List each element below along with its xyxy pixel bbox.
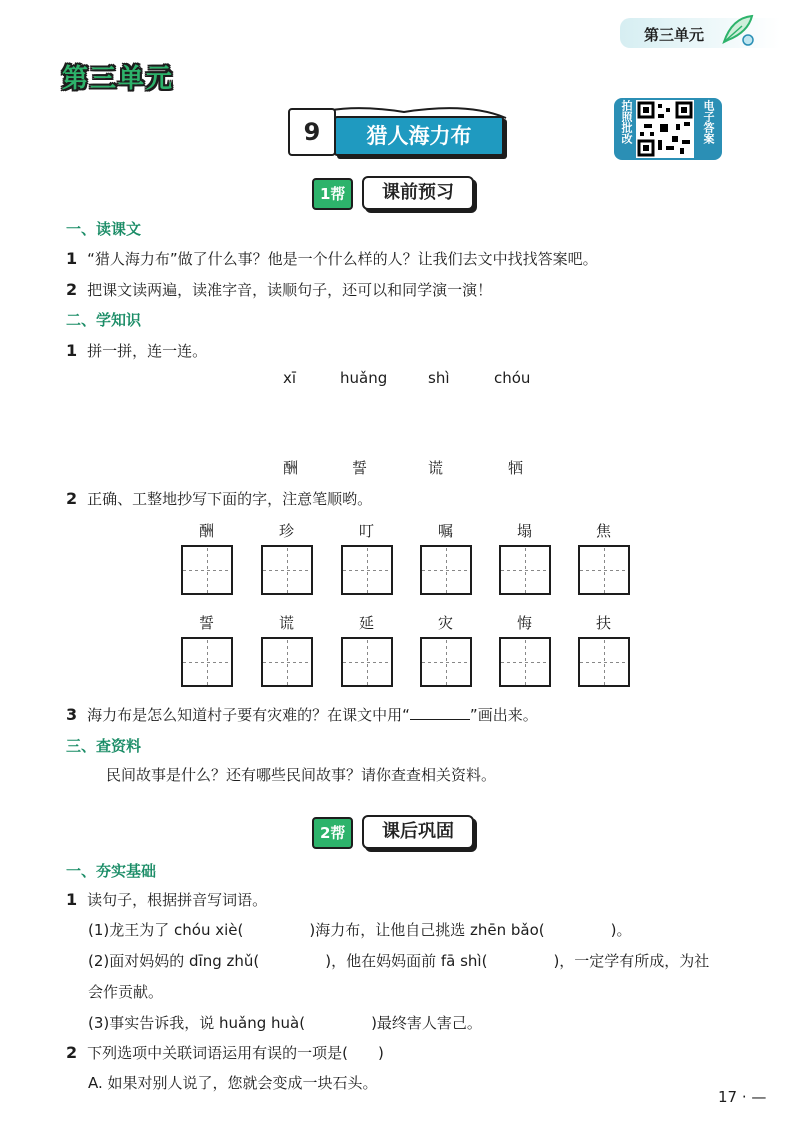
section-heading-learn: 二、学知识 [66, 311, 142, 329]
copy-char: 塌 [517, 522, 533, 540]
qr-right-text: 电子答案 [702, 100, 715, 144]
writing-grid-cell[interactable] [341, 637, 393, 687]
question-underline: 3 海力布是怎么知道村子要有灾难的？在课文中用“ ”画出来。 [66, 705, 538, 724]
sentence-2: (2)面对妈妈的 dīng zhǔ( )，他在妈妈面前 fā shì( )，一定学有所成，为社 [88, 952, 710, 970]
research-prompt: 民间故事是什么？还有哪些民间故事？请你查查相关资料。 [106, 766, 497, 784]
question-pinyin-match: 1 拼一拼，连一连。 [66, 341, 208, 360]
copy-char: 灾 [438, 614, 454, 632]
writing-grid-cell[interactable] [420, 545, 472, 595]
copy-char: 嘱 [438, 522, 454, 540]
qr-code-icon[interactable] [636, 100, 694, 158]
sentence-2-cont: 会作贡献。 [88, 983, 164, 1001]
section-heading-research: 三、查资料 [66, 737, 142, 755]
writing-grid-cell[interactable] [578, 637, 630, 687]
copy-char: 珍 [279, 522, 295, 540]
copy-char: 叮 [359, 522, 375, 540]
answer-blank[interactable] [410, 719, 470, 720]
lesson-number: 9 [288, 108, 336, 156]
writing-grid-cell[interactable] [181, 637, 233, 687]
match-char[interactable]: 酬 [283, 459, 299, 477]
copy-char: 酬 [199, 522, 215, 540]
sentence-1: (1)龙王为了 chóu xiè( )海力布，让他自己挑选 zhēn bǎo( )。 [88, 921, 632, 939]
section-badge-1: 1帮 [312, 178, 353, 210]
writing-grid-cell[interactable] [420, 637, 472, 687]
section-label-review: 课后巩固 [362, 815, 474, 849]
question-read-2: 2 把课文读两遍，读准字音，读顺句子，还可以和同学演一演！ [66, 280, 493, 299]
writing-grid-cell[interactable] [261, 637, 313, 687]
writing-grid-cell[interactable] [499, 637, 551, 687]
writing-grid-cell[interactable] [578, 545, 630, 595]
pinyin-item[interactable]: xī [283, 369, 297, 387]
qr-left-text: 拍照批改 [620, 100, 633, 144]
writing-grid-cell[interactable] [181, 545, 233, 595]
sentence-3: (3)事实告诉我，说 huǎng huà( )最终害人害己。 [88, 1014, 482, 1032]
writing-grid-cell[interactable] [341, 545, 393, 595]
section-badge-2: 2帮 [312, 817, 353, 849]
copy-char: 扶 [596, 614, 612, 632]
section-heading-basics: 一、夯实基础 [66, 862, 157, 880]
lesson-title: 猎人海力布 [334, 116, 504, 156]
question-write-words: 1 读句子，根据拼音写词语。 [66, 890, 268, 909]
copy-char: 誓 [199, 614, 215, 632]
question-conjunction: 2 下列选项中关联词语运用有误的一项是( ) [66, 1043, 384, 1062]
match-char[interactable]: 谎 [428, 459, 444, 477]
question-copy-chars: 2 正确、工整地抄写下面的字，注意笔顺哟。 [66, 489, 373, 508]
match-char[interactable]: 牺 [508, 459, 524, 477]
copy-char: 谎 [279, 614, 295, 632]
unit-tab-label: 第三单元 [644, 26, 705, 44]
option-a[interactable]: A. 如果对别人说了，您就会变成一块石头。 [88, 1074, 378, 1092]
match-char[interactable]: 誓 [352, 459, 368, 477]
copy-char: 焦 [596, 522, 612, 540]
section-heading-read: 一、读课文 [66, 220, 142, 238]
question-read-1: 1 “猎人海力布”做了什么事？他是一个什么样的人？让我们去文中找找答案吧。 [66, 249, 598, 268]
copy-char: 延 [359, 614, 375, 632]
section-label-preview: 课前预习 [362, 176, 474, 210]
writing-grid-cell[interactable] [499, 545, 551, 595]
page-number: 17 · — [718, 1088, 767, 1106]
writing-grid-cell[interactable] [261, 545, 313, 595]
pinyin-item[interactable]: shì [428, 369, 450, 387]
feather-icon [718, 12, 758, 48]
pinyin-item[interactable]: huǎng [340, 369, 388, 387]
unit-title: 第三单元 [62, 64, 175, 94]
copy-char: 悔 [517, 614, 533, 632]
pinyin-item[interactable]: chóu [494, 369, 531, 387]
